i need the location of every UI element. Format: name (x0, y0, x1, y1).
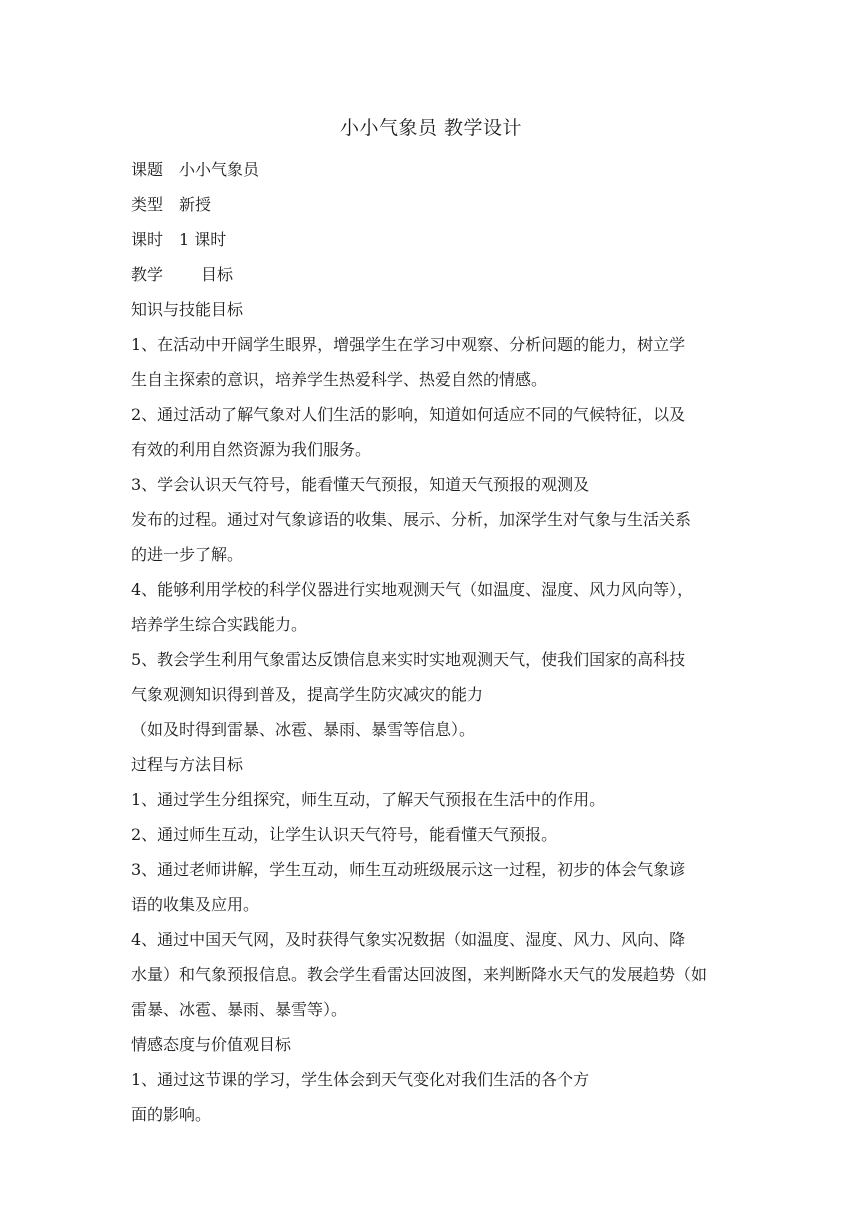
document-title: 小小气象员 教学设计 (339, 117, 523, 139)
paragraph-line: 的进一步了解。 (131, 545, 244, 564)
paragraph-line: 培养学生综合实践能力。 (131, 615, 308, 634)
paragraph-line: （如及时得到雷暴、冰雹、暴雨、暴雪等信息）。 (131, 720, 476, 739)
paragraph-line: 发布的过程。通过对气象谚语的收集、展示、分析，加深学生对气象与生活关系 (131, 510, 692, 529)
section-heading-knowledge: 知识与技能目标 (131, 300, 244, 319)
section-heading-process: 过程与方法目标 (131, 755, 244, 774)
paragraph-line: 2、通过活动了解气象对人们生活的影响，知道如何适应不同的气候特征，以及 (131, 405, 686, 424)
paragraph-line: 气象观测知识得到普及，提高学生防灾减灾的能力 (131, 685, 484, 704)
goals-line (131, 257, 731, 292)
paragraph-line: 4、通过中国天气网，及时获得气象实况数据（如温度、湿度、风力、风向、降 (131, 930, 686, 949)
type-label: 类型 (131, 195, 164, 214)
type-line (131, 187, 731, 222)
paragraph-line: 3、学会认识天气符号，能看懂天气预报，知道天气预报的观测及 (131, 475, 590, 494)
paragraph-line: 3、通过老师讲解，学生互动，师生互动班级展示这一过程，初步的体会气象谚 (131, 860, 686, 879)
paragraph-line: 1、通过学生分组探究，师生互动，了解天气预报在生活中的作用。 (131, 790, 606, 809)
hours-label: 课时 (131, 230, 164, 249)
type-value: 新授 (179, 195, 212, 214)
paragraph-line: 水量）和气象预报信息。教会学生看雷达回波图，来判断降水天气的发展趋势（如 (131, 965, 708, 984)
section-heading-attitude: 情感态度与价值观目标 (131, 1035, 292, 1054)
paragraph-line: 1、通过这节课的学习，学生体会到天气变化对我们生活的各个方 (131, 1070, 590, 1089)
paragraph-line: 4、能够利用学校的科学仪器进行实地观测天气（如温度、湿度、风力风向等）， (131, 580, 694, 599)
paragraph-line: 2、通过师生互动，让学生认识天气符号，能看懂天气预报。 (131, 825, 558, 844)
topic-value: 小小气象员 (179, 160, 260, 179)
paragraph-line: 有效的利用自然资源为我们服务。 (131, 440, 372, 459)
topic-label: 课题 (131, 160, 164, 179)
paragraph-line: 面的影响。 (131, 1105, 212, 1124)
paragraph-line: 生自主探索的意识，培养学生热爱科学、热爱自然的情感。 (131, 370, 548, 389)
paragraph-line: 语的收集及应用。 (131, 895, 260, 914)
hours-value: 1 课时 (179, 230, 227, 249)
paragraph-line: 1、在活动中开阔学生眼界，增强学生在学习中观察、分析问题的能力，树立学 (131, 335, 686, 354)
document-page (131, 113, 731, 1132)
topic-line (131, 152, 731, 187)
hours-line (131, 222, 731, 257)
paragraph-line: 5、教会学生利用气象雷达反馈信息来实时实地观测天气，使我们国家的高科技 (131, 650, 686, 669)
paragraph-line: 雷暴、冰雹、暴雨、暴雪等）。 (131, 1000, 348, 1019)
goals-label-b: 目标 (201, 265, 234, 284)
goals-label-a: 教学 (131, 265, 164, 284)
